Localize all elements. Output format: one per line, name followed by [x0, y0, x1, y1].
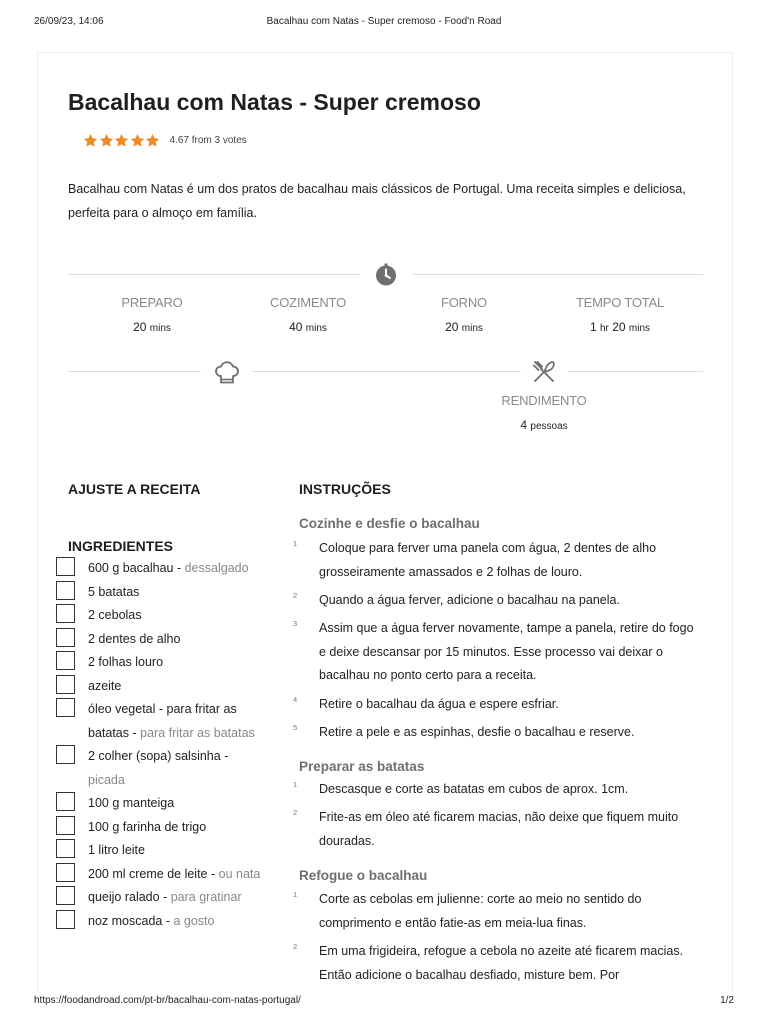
ingredient-note: ou nata: [218, 866, 261, 881]
divider: [568, 371, 703, 372]
ingredient-item: [56, 675, 266, 699]
instructions-heading: INSTRUÇÕES: [299, 481, 391, 497]
ingredient-checkbox[interactable]: [56, 675, 75, 694]
ingredient-checkbox[interactable]: [56, 745, 75, 764]
ingredient-checkbox[interactable]: [56, 581, 75, 600]
ingredient-separator: -: [207, 866, 219, 881]
ingredient-checkbox[interactable]: [56, 886, 75, 905]
ingredient-checkbox[interactable]: [56, 816, 75, 835]
ingredient-item: [56, 816, 266, 840]
ingredient-name: 100 g farinha de trigo: [88, 819, 207, 834]
step-text: Quando a água ferver, adicione o bacalhau na panela.: [319, 593, 620, 607]
time-number: 1: [589, 320, 597, 334]
ingredient-name: óleo vegetal - para fritar as batatas: [88, 702, 237, 740]
time-label-preparo: PREPARO: [121, 295, 183, 310]
ingredient-item: [56, 886, 266, 910]
ingredient-name: 5 batatas: [88, 584, 140, 599]
servings-value: [474, 418, 614, 432]
divider: [413, 274, 703, 275]
step-number: 2: [293, 942, 298, 951]
ingredient-name: 2 cebolas: [88, 608, 142, 622]
servings-number: 4: [520, 418, 528, 432]
print-footer: [0, 995, 768, 1009]
time-label-forno: FORNO: [441, 295, 487, 310]
step-text: Frite-as em óleo até ficarem macias, não deixe que fiquem muito douradas.: [319, 810, 679, 848]
ingredient-name: 600 g bacalhau: [88, 561, 174, 575]
time-value-cozimento: [238, 320, 378, 334]
ingredient-separator: -: [159, 890, 171, 904]
ingredient-name: 100 g manteiga: [88, 796, 175, 810]
clock-icon: [374, 263, 398, 287]
divider: [68, 371, 201, 372]
time-number: 40: [289, 320, 303, 334]
ingredient-item: [56, 745, 266, 792]
ingredient-checkbox[interactable]: [56, 557, 75, 576]
ingredient-item: [56, 604, 266, 628]
instruction-group-title: Preparar as batatas: [299, 759, 425, 774]
ingredient-name: 1 litro leite: [88, 843, 145, 857]
ingredient-item: [56, 651, 266, 675]
ingredient-checkbox[interactable]: [56, 604, 75, 623]
ingredient-item: [56, 698, 266, 745]
time-unit: mins: [305, 323, 327, 334]
divider: [68, 274, 360, 275]
step-text: Em uma frigideira, refogue a cebola no azeite até ficarem macias. Então adicione o bacalhau desfiado, misture bem. Por: [319, 944, 684, 982]
ingredient-checkbox[interactable]: [56, 628, 75, 647]
ingredient-text: [88, 886, 266, 910]
ingredient-text: [88, 698, 266, 745]
print-url: https://foodandroad.com/pt-br/bacalhau-com-natas-portugal/: [34, 995, 301, 1006]
divider: [253, 371, 521, 372]
ingredient-note: dessalgado: [184, 561, 249, 575]
fork-knife-icon: [531, 359, 557, 385]
ingredient-item: [56, 839, 266, 863]
time-value-preparo: [82, 320, 222, 334]
ingredient-checkbox[interactable]: [56, 698, 75, 717]
servings-label: RENDIMENTO: [501, 393, 587, 408]
time-number: 20: [612, 320, 626, 334]
star-icon[interactable]: [145, 133, 160, 148]
ingredient-text: [88, 557, 266, 581]
time-number: 20: [133, 320, 147, 334]
ingredient-separator: -: [220, 749, 229, 763]
ingredient-note: a gosto: [173, 913, 215, 928]
step-text: Retire a pele e as espinhas, desfie o bacalhau e reserve.: [319, 725, 635, 739]
step-number: 4: [293, 695, 298, 704]
star-icon[interactable]: [83, 133, 98, 148]
instruction-group-title: Refogue o bacalhau: [299, 868, 428, 883]
time-value-tempo-total: [550, 320, 690, 334]
ingredient-text: [88, 745, 266, 792]
ingredients-list: [56, 557, 266, 933]
ingredient-item: [56, 863, 266, 887]
star-icon[interactable]: [99, 133, 114, 148]
ingredient-name: queijo ralado: [88, 890, 160, 904]
print-datetime: 26/09/23, 14:06: [34, 16, 104, 27]
step-text: Corte as cebolas em julienne: corte ao meio no sentido do comprimento e então fatie-as em meia-lua finas.: [319, 892, 642, 930]
ingredient-item: [56, 581, 266, 605]
step-number: 5: [293, 723, 298, 732]
ingredient-separator: -: [173, 561, 185, 575]
step-text: Assim que a água ferver novamente, tampe a panela, retire do fogo e deixe descansar por 15 minutos. Esse processo vai deixar o bacalhau no ponto certo para a receita.: [319, 621, 694, 682]
rating-stars[interactable]: [83, 133, 161, 148]
ingredient-name: 200 ml creme de leite: [88, 866, 208, 881]
ingredient-checkbox[interactable]: [56, 651, 75, 670]
ingredient-separator: -: [129, 725, 141, 740]
chef-hat-icon: [213, 359, 241, 387]
star-icon[interactable]: [114, 133, 129, 148]
print-page-number: 1/2: [720, 995, 734, 1006]
time-unit: hr: [599, 323, 609, 334]
adjust-recipe-heading[interactable]: AJUSTE A RECEITA: [68, 481, 201, 497]
time-value-forno: [394, 320, 534, 334]
time-unit: mins: [149, 323, 171, 334]
recipe-rating[interactable]: [83, 133, 247, 148]
print-header: [0, 16, 768, 30]
time-label-cozimento: COZIMENTO: [270, 295, 346, 310]
step-number: 2: [293, 808, 298, 817]
ingredient-item: [56, 628, 266, 652]
ingredients-heading: INGREDIENTES: [68, 538, 174, 554]
ingredient-name: 2 dentes de alho: [88, 631, 181, 646]
step-number: 1: [293, 539, 298, 548]
ingredient-separator: -: [162, 913, 174, 928]
time-number: 20: [445, 320, 459, 334]
step-number: 3: [293, 619, 298, 628]
ingredient-text: [88, 863, 266, 887]
time-unit: mins: [461, 323, 483, 334]
servings-unit: pessoas: [530, 421, 568, 432]
ingredient-name: azeite: [88, 678, 122, 693]
ingredient-note: para gratinar: [170, 890, 242, 904]
step-text: Coloque para ferver uma panela com água, 2 dentes de alho grosseiramente amassados e 2 folhas de louro.: [319, 541, 657, 579]
step-number: 1: [293, 780, 298, 789]
ingredient-item: [56, 557, 266, 581]
ingredient-checkbox[interactable]: [56, 863, 75, 882]
ingredient-checkbox[interactable]: [56, 839, 75, 858]
ingredient-name: 2 folhas louro: [88, 655, 164, 669]
ingredient-note: picada: [88, 772, 125, 787]
ingredient-name: noz moscada: [88, 913, 163, 928]
recipe-card: [37, 52, 733, 992]
print-page-title: Bacalhau com Natas - Super cremoso - Food'n Road: [266, 16, 502, 27]
ingredient-note: para fritar as batatas: [140, 725, 255, 740]
ingredient-item: [56, 910, 266, 934]
instruction-group-title: Cozinhe e desfie o bacalhau: [299, 516, 480, 531]
recipe-summary: Bacalhau com Natas é um dos pratos de bacalhau mais clássicos de Portugal. Uma receita simples e deliciosa, perfeita para o almoço em família.: [68, 182, 686, 220]
time-label-tempo-total: TEMPO TOTAL: [575, 295, 665, 310]
step-text: Retire o bacalhau da água e espere esfriar.: [319, 697, 559, 711]
recipe-title: Bacalhau com Natas - Super cremoso: [68, 89, 481, 115]
step-number: 2: [293, 591, 298, 600]
rating-text: 4.67 from 3 votes: [169, 135, 247, 146]
step-number: 1: [293, 890, 298, 899]
ingredient-text: [88, 910, 266, 934]
step-text: Descasque e corte as batatas em cubos de aprox. 1cm.: [319, 782, 629, 796]
time-unit: mins: [628, 323, 651, 334]
ingredient-item: [56, 792, 266, 816]
ingredient-checkbox[interactable]: [56, 792, 75, 811]
star-icon[interactable]: [130, 133, 145, 148]
ingredient-name: 2 colher (sopa) salsinha: [88, 749, 221, 763]
ingredient-checkbox[interactable]: [56, 910, 75, 929]
